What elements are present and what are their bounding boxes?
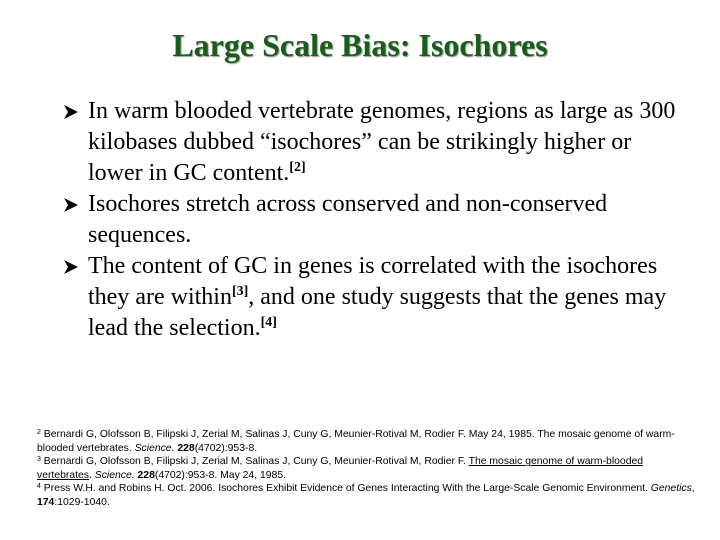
reference-journal: Science.: [134, 442, 175, 454]
citation-marker: [3]: [231, 284, 249, 299]
reference-volume: 228: [177, 442, 195, 454]
references: [37, 428, 697, 510]
bullet-text: In warm blooded vertebrate genomes, regions as large as 300 kilobases dubbed “isochores” can be strikingly higher or lower in GC content.: [88, 98, 676, 186]
citation-marker: [2]: [289, 160, 306, 175]
reference-number: 4: [37, 483, 41, 491]
reference-separator: ,: [691, 483, 695, 495]
reference-journal: Genetics: [650, 483, 692, 495]
reference-authors: Bernardi G, Olofsson B, Filipski J, Zerial M, Salinas J, Cuny G, Meunier-Rotival M, Rodier F. May 24, 1985. The mosaic genome of warm-blooded vertebrates.: [37, 429, 675, 454]
reference-journal: Science.: [94, 469, 135, 481]
reference-pages: (4702):953-8.: [194, 442, 258, 454]
arrow-bullet-icon: [63, 259, 79, 275]
reference-item: [37, 482, 697, 509]
arrow-bullet-icon: [63, 104, 79, 120]
reference-separator: .: [88, 469, 95, 481]
reference-title-link[interactable]: The mosaic genome of warm-blooded vertebrates: [37, 456, 644, 481]
arrow-bullet-icon: [63, 197, 79, 213]
reference-item: [37, 455, 697, 482]
bullet-item: [63, 251, 683, 344]
reference-volume: 228: [137, 469, 155, 481]
reference-volume: 174: [37, 496, 55, 508]
reference-item: [37, 428, 697, 455]
bullet-item: [63, 189, 683, 251]
slide-title: Large Scale Bias: Isochores: [172, 27, 548, 63]
reference-pages: :1029-1040.: [54, 496, 110, 508]
bullet-text-continued: , and one study suggests that the genes may lead the selection.: [88, 284, 667, 341]
bullet-text: Isochores stretch across conserved and non-conserved sequences.: [88, 191, 608, 248]
citation-marker: [4]: [260, 315, 277, 330]
reference-authors: Bernardi G, Olofsson B, Filipski J, Zerial M, Salinas J, Cuny G, Meunier-Rotival M, Rodier F.: [43, 456, 469, 468]
bullet-list: [63, 96, 683, 344]
reference-pages: (4702):953-8. May 24, 1985.: [154, 469, 286, 481]
bullet-item: [63, 96, 683, 189]
reference-number: 3: [37, 456, 41, 464]
bullet-text: The content of GC in genes is correlated with the isochores they are within: [88, 253, 658, 310]
reference-number: 2: [37, 429, 41, 436]
reference-authors: Press W.H. and Robins H. Oct. 2006. Isochores Exhibit Evidence of Genes Interacting With the Large-Scale Genomic Environment.: [43, 483, 651, 495]
